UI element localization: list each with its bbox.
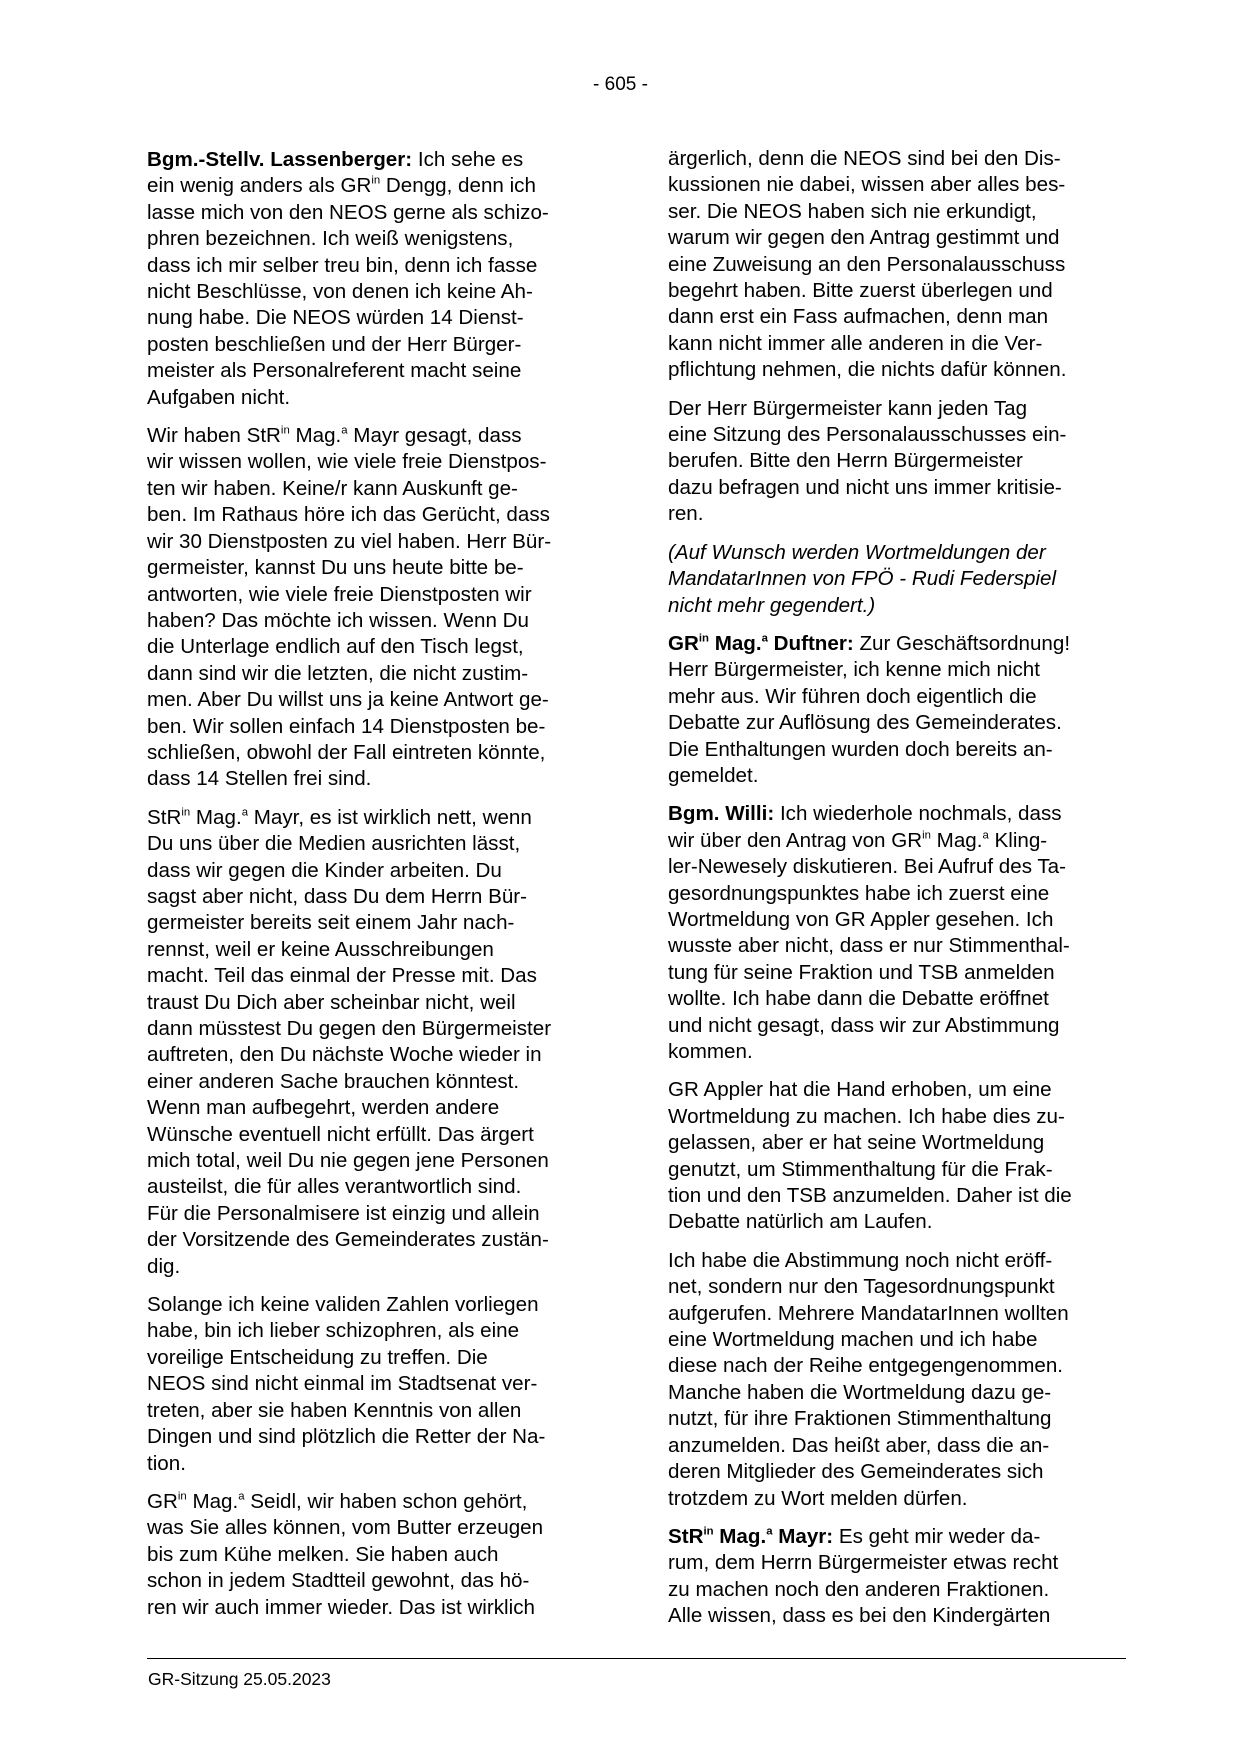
superscript: in bbox=[181, 806, 191, 819]
text-fragment: Mag. bbox=[708, 631, 762, 655]
text-line: gemeldet. bbox=[668, 763, 759, 787]
text-line: der Vorsitzende des Gemeinderates zustän- bbox=[147, 1228, 549, 1252]
text-line: dass wir gegen die Kinder arbeiten. Du bbox=[147, 858, 502, 882]
left-column bbox=[147, 147, 597, 1633]
text-line: germeister, kannst Du uns heute bitte be- bbox=[147, 556, 524, 580]
text-line: (Auf Wunsch werden Wortmeldungen der bbox=[668, 540, 1046, 564]
text-line: berufen. Bitte den Herrn Bürgermeister bbox=[668, 449, 1023, 473]
text-line: ärgerlich, denn die NEOS sind bei den Dis- bbox=[668, 147, 1061, 170]
text-line: wir wissen wollen, wie viele freie Dienstpos- bbox=[147, 450, 547, 474]
text-line: Debatte zur Auflösung des Gemeinderates. bbox=[668, 711, 1062, 735]
text-line: schon in jedem Stadtteil gewohnt, das hö- bbox=[147, 1569, 530, 1593]
text-line: sagst aber nicht, dass Du dem Herrn Bür- bbox=[147, 884, 527, 908]
text-line: Ich habe die Abstimmung noch nicht eröff- bbox=[668, 1248, 1053, 1272]
text-line: lasse mich von den NEOS gerne als schizo- bbox=[147, 200, 549, 224]
text-line: Mag. bbox=[289, 424, 342, 448]
text-line: haben? Das möchte ich wissen. Wenn Du bbox=[147, 608, 529, 632]
text-line: mich total, weil Du nie gegen jene Personen bbox=[147, 1149, 549, 1173]
text-line: Seidl, wir haben schon gehört, bbox=[244, 1489, 528, 1513]
page-number: - 605 - bbox=[593, 74, 648, 95]
text-line: Alle wissen, dass es bei den Kindergärten bbox=[668, 1604, 1051, 1628]
text-line: Solange ich keine validen Zahlen vorliegen bbox=[147, 1293, 539, 1317]
text-line: StR bbox=[147, 805, 182, 829]
text-line: rennst, weil er keine Ausschreibungen bbox=[147, 937, 494, 961]
text-line: Ich sehe es bbox=[417, 148, 524, 171]
paragraph-mayr bbox=[668, 1524, 1118, 1630]
text-line: nung habe. Die NEOS würden 14 Dienst- bbox=[147, 306, 524, 330]
text-line: ben. Im Rathaus höre ich das Gerücht, dass bbox=[147, 503, 550, 527]
superscript: a bbox=[766, 1525, 773, 1538]
text-line: austeilst, die für alles verantwortlich sind. bbox=[147, 1175, 522, 1199]
text-line: dann müsstest Du gegen den Bürgermeister bbox=[147, 1017, 552, 1040]
text-line: schließen, obwohl der Fall eintreten könnte, bbox=[147, 740, 546, 764]
text-line: Manche haben die Wortmeldung dazu ge- bbox=[668, 1380, 1052, 1404]
right-column bbox=[668, 146, 1118, 1642]
text-fragment: Duftner: bbox=[767, 631, 854, 655]
text-line: NEOS sind nicht einmal im Stadtsenat ver- bbox=[147, 1372, 538, 1396]
text-line: ren. bbox=[668, 502, 704, 526]
text-line: habe, bin ich lieber schizophren, als eine bbox=[147, 1319, 520, 1343]
superscript: in bbox=[698, 632, 709, 645]
text-line: trotzdem zu Wort melden dürfen. bbox=[668, 1486, 968, 1510]
text-line: nicht mehr gegendert.) bbox=[668, 593, 876, 617]
text-line: ein wenig anders als GR bbox=[147, 174, 372, 198]
text-line: wir 30 Dienstposten zu viel haben. Herr Bür- bbox=[147, 529, 552, 553]
text-line: begehrt haben. Bitte zuerst überlegen und bbox=[668, 279, 1053, 303]
text-line: rum, dem Herrn Bürgermeister etwas recht bbox=[668, 1551, 1059, 1575]
speaker-name bbox=[668, 1525, 833, 1548]
text-line: Dengg, denn ich bbox=[380, 174, 536, 198]
superscript: a bbox=[982, 829, 989, 842]
text-line: voreilige Entscheidung zu treffen. Die bbox=[147, 1345, 488, 1369]
text-line: Mayr gesagt, dass bbox=[347, 424, 522, 448]
paragraph bbox=[147, 423, 597, 793]
superscript: in bbox=[280, 424, 290, 437]
paragraph-lassenberger bbox=[147, 147, 597, 411]
paragraph bbox=[147, 1292, 597, 1477]
text-line: ben. Wir sollen einfach 14 Dienstposten be- bbox=[147, 714, 546, 738]
text-line: dann sind wir die letzten, die nicht zustim- bbox=[147, 661, 529, 685]
text-line: mehr aus. Wir führen doch eigentlich die bbox=[668, 684, 1037, 708]
text-line: kommen. bbox=[668, 1040, 753, 1063]
text-line: genutzt, um Stimmenthaltung für die Frak- bbox=[668, 1157, 1053, 1181]
text-line: wollte. Ich habe dann die Debatte eröffnet bbox=[668, 987, 1049, 1011]
text-line: Für die Personalmisere ist einzig und allein bbox=[147, 1201, 540, 1225]
text-line: ren wir auch immer wieder. Das ist wirklich bbox=[147, 1595, 535, 1619]
text-line: einer anderen Sache brauchen könntest. bbox=[147, 1069, 520, 1093]
text-line: ser. Die NEOS haben sich nie erkundigt, bbox=[668, 199, 1037, 223]
text-line: und nicht gesagt, dass wir zur Abstimmung bbox=[668, 1013, 1060, 1037]
text-fragment: Mayr: bbox=[772, 1524, 834, 1548]
text-line: antworten, wie viele freie Dienstposten wir bbox=[147, 582, 532, 606]
text-line: posten beschließen und der Herr Bürger- bbox=[147, 332, 522, 356]
text-line: gelassen, aber er hat seine Wortmeldung bbox=[668, 1131, 1045, 1155]
text-line: dazu befragen und nicht uns immer kritisie- bbox=[668, 475, 1062, 499]
text-line: Aufgaben nicht. bbox=[147, 385, 291, 409]
text-line: Der Herr Bürgermeister kann jeden Tag bbox=[668, 396, 1028, 420]
text-line: Du uns über die Medien ausrichten lässt, bbox=[147, 832, 521, 856]
text-line: meister als Personalreferent macht seine bbox=[147, 359, 522, 383]
text-line: GR bbox=[147, 1489, 178, 1513]
text-line: phren bezeichnen. Ich weiß wenigstens, bbox=[147, 227, 514, 251]
paragraph-willi bbox=[668, 801, 1118, 1065]
text-line: Es geht mir weder da- bbox=[833, 1524, 1041, 1548]
superscript: in bbox=[922, 829, 931, 842]
speaker-name: Bgm. Willi: bbox=[668, 802, 775, 826]
text-line: Die Enthaltungen wurden doch bereits an- bbox=[668, 737, 1053, 761]
text-line: ten wir haben. Keine/r kann Auskunft ge- bbox=[147, 476, 518, 500]
text-line: tung für seine Fraktion und TSB anmelden bbox=[668, 960, 1055, 984]
superscript: in bbox=[703, 1525, 714, 1538]
footer-text: GR-Sitzung 25.05.2023 bbox=[148, 1669, 331, 1689]
text-line: Mag. bbox=[190, 805, 242, 829]
text-line: Kling- bbox=[988, 828, 1048, 852]
footer-divider bbox=[147, 1658, 1126, 1659]
text-line: Debatte natürlich am Laufen. bbox=[668, 1210, 933, 1234]
text-line: eine Zuweisung an den Personalausschuss bbox=[668, 252, 1066, 276]
text-line: germeister bereits seit einem Jahr nach- bbox=[147, 911, 515, 935]
text-line: nutzt, für ihre Fraktionen Stimmenthaltung bbox=[668, 1407, 1052, 1431]
text-line: diese nach der Reihe entgegengenommen. bbox=[668, 1354, 1063, 1378]
text-line: dass ich mir selber treu bin, denn ich fasse bbox=[147, 253, 538, 277]
text-line: gesordnungspunktes habe ich zuerst eine bbox=[668, 881, 1050, 905]
text-line: traust Du Dich aber scheinbar nicht, weil bbox=[147, 990, 516, 1014]
text-line: was Sie alles können, vom Butter erzeugen bbox=[147, 1516, 544, 1540]
text-line: aufgerufen. Mehrere MandatarInnen wollten bbox=[668, 1301, 1069, 1325]
speaker-name: Bgm.-Stellv. Lassenberger: bbox=[147, 148, 413, 171]
text-line: men. Aber Du willst uns ja keine Antwort ge- bbox=[147, 688, 549, 712]
text-line: wusste aber nicht, dass er nur Stimmenthal- bbox=[668, 934, 1070, 958]
paragraph bbox=[668, 1248, 1118, 1512]
text-fragment: Mag. bbox=[713, 1524, 767, 1548]
superscript: a bbox=[761, 632, 768, 645]
text-line: pflichtung nehmen, die nichts dafür können. bbox=[668, 358, 1067, 382]
text-line: Herr Bürgermeister, ich kenne mich nicht bbox=[668, 658, 1040, 682]
text-line: Wortmeldung von GR Appler gesehen. Ich bbox=[668, 907, 1054, 931]
text-line: Zur Geschäftsordnung! bbox=[853, 631, 1071, 655]
text-line: dann erst ein Fass aufmachen, denn man bbox=[668, 305, 1049, 329]
superscript: in bbox=[177, 1490, 187, 1503]
paragraph-duftner bbox=[668, 631, 1118, 789]
text-fragment: GR bbox=[668, 631, 699, 655]
text-line: dig. bbox=[147, 1254, 181, 1278]
text-line: net, sondern nur den Tagesordnungspunkt bbox=[668, 1275, 1055, 1299]
text-line: GR Appler hat die Hand erhoben, um eine bbox=[668, 1078, 1052, 1102]
text-line: Wir haben StR bbox=[147, 424, 281, 448]
text-line: Dingen und sind plötzlich die Retter der Na- bbox=[147, 1425, 546, 1449]
text-line: tion. bbox=[147, 1451, 186, 1475]
text-line: macht. Teil das einmal der Presse mit. Das bbox=[147, 964, 537, 988]
text-line: kussionen nie dabei, wissen aber alles bes- bbox=[668, 173, 1066, 197]
superscript: a bbox=[238, 1490, 245, 1503]
text-line: tion und den TSB anzumelden. Daher ist die bbox=[668, 1184, 1072, 1208]
text-fragment: StR bbox=[668, 1524, 704, 1548]
text-line: warum wir gegen den Antrag gestimmt und bbox=[668, 226, 1060, 250]
paragraph bbox=[668, 146, 1118, 384]
paragraph bbox=[147, 805, 597, 1280]
text-line: MandatarInnen von FPÖ - Rudi Federspiel bbox=[668, 567, 1057, 591]
paragraph bbox=[668, 1077, 1118, 1235]
text-line: anzumelden. Das heißt aber, dass die an- bbox=[668, 1433, 1050, 1457]
text-line: nicht Beschlüsse, von denen ich keine Ah- bbox=[147, 280, 533, 304]
text-line: deren Mitglieder des Gemeinderates sich bbox=[668, 1460, 1044, 1484]
text-line: Mayr, es ist wirklich nett, wenn bbox=[248, 805, 532, 829]
text-line: Wenn man aufbegehrt, werden andere bbox=[147, 1096, 500, 1120]
superscript: a bbox=[341, 424, 348, 437]
text-line: eine Sitzung des Personalausschusses ein- bbox=[668, 423, 1067, 447]
text-line: Ich wiederhole nochmals, dass bbox=[774, 802, 1062, 826]
text-line: treten, aber sie haben Kenntnis von allen bbox=[147, 1398, 522, 1422]
text-line: dass 14 Stellen frei sind. bbox=[147, 767, 372, 791]
text-line: Mag. bbox=[186, 1489, 239, 1513]
text-line: Mag. bbox=[930, 828, 983, 852]
text-line: ler-Newesely diskutieren. Bei Aufruf des Ta- bbox=[668, 855, 1066, 879]
text-line: Wortmeldung zu machen. Ich habe dies zu- bbox=[668, 1104, 1065, 1128]
text-line: wir über den Antrag von GR bbox=[668, 828, 923, 852]
speaker-name bbox=[668, 632, 854, 655]
text-line: bis zum Kühe melken. Sie haben auch bbox=[147, 1542, 499, 1566]
superscript: in bbox=[371, 174, 381, 187]
paragraph bbox=[147, 1489, 597, 1621]
text-line: zu machen noch den anderen Fraktionen. bbox=[668, 1577, 1050, 1601]
editorial-note bbox=[668, 540, 1118, 619]
text-line: die Unterlage endlich auf den Tisch legst, bbox=[147, 635, 524, 659]
superscript: a bbox=[241, 806, 248, 819]
text-line: auftreten, den Du nächste Woche wieder in bbox=[147, 1043, 542, 1067]
paragraph bbox=[668, 396, 1118, 528]
text-line: kann nicht immer alle anderen in die Ver- bbox=[668, 331, 1043, 355]
text-line: eine Wortmeldung machen und ich habe bbox=[668, 1328, 1038, 1352]
text-line: Wünsche eventuell nicht erfüllt. Das ärgert bbox=[147, 1122, 534, 1146]
